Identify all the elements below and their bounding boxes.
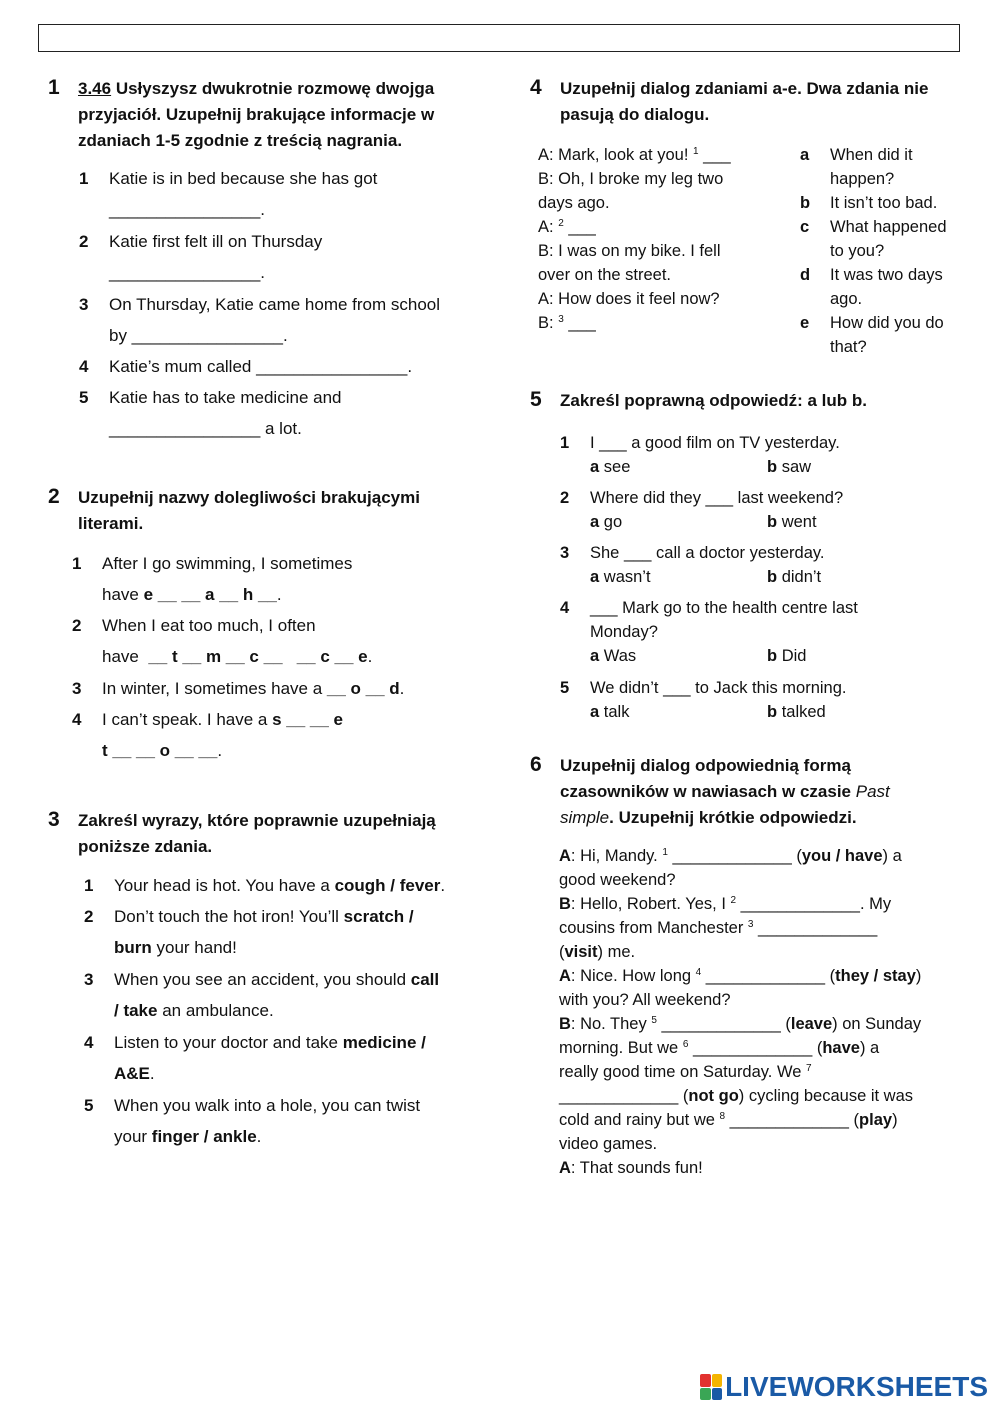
answer-blank[interactable]: _____________ ( <box>725 1111 860 1129</box>
option-text: go <box>603 513 623 531</box>
item-number: 5 <box>79 388 89 407</box>
option-letter: b <box>767 703 778 721</box>
item-text: your hand! <box>151 938 237 957</box>
dialog-line <box>559 940 979 964</box>
punct: . <box>276 585 282 604</box>
item-text <box>114 964 439 995</box>
gap-number: 6 <box>682 1039 689 1050</box>
gap-number: 2 <box>558 218 564 229</box>
item-text <box>102 641 372 672</box>
word-choice[interactable]: scratch / <box>343 907 414 926</box>
dialog-line <box>538 143 778 167</box>
item-number: 3 <box>560 544 570 562</box>
verb-prompt: leave <box>790 1015 833 1033</box>
answer-blank[interactable]: _____________ <box>753 919 878 937</box>
option-b[interactable] <box>767 510 817 534</box>
exercise-number: 2 <box>48 485 60 508</box>
item-text: Katie has to take medicine and <box>109 388 342 407</box>
speaker: B <box>559 1015 571 1033</box>
option-text <box>830 311 980 359</box>
item-text <box>114 1090 420 1121</box>
answer-blank[interactable]: _____________ ( <box>688 1039 823 1057</box>
speaker: A <box>559 967 571 985</box>
logo-tile <box>700 1374 711 1387</box>
exercise-number: 4 <box>530 76 542 99</box>
item-number: 3 <box>72 679 82 698</box>
letter-gaps[interactable]: t __ __ o __ __ <box>102 741 218 760</box>
item-text: When I eat too much, I often <box>102 616 316 635</box>
item-text <box>114 932 237 963</box>
answer-blank[interactable]: ________________ a lot. <box>109 419 302 438</box>
item-number: 4 <box>72 710 82 729</box>
option-text: talked <box>781 703 826 721</box>
dialog-text: ) <box>892 1111 898 1129</box>
option-b[interactable] <box>767 565 821 589</box>
item-text: In winter, I sometimes have a <box>102 679 327 698</box>
item-text <box>114 995 274 1026</box>
liveworksheets-logo <box>700 1371 988 1403</box>
item-number: 1 <box>79 169 89 188</box>
punct: . <box>440 876 446 895</box>
option-letter: d <box>800 266 811 284</box>
exercise-number: 6 <box>530 753 542 776</box>
speaker: B <box>538 242 550 260</box>
dialog-text: : <box>549 314 559 332</box>
dialog-line <box>559 844 979 868</box>
dialog-line <box>559 1060 979 1084</box>
question-text: We didn’t ___ to Jack this morning. <box>590 679 847 697</box>
option-text: Was <box>603 647 637 665</box>
dialog-text: ) on Sunday <box>832 1015 922 1033</box>
option-letter: e <box>800 314 810 332</box>
letter-gaps: s __ __ e <box>272 710 344 729</box>
option-letter: b <box>767 458 778 476</box>
option-line: What happened <box>830 218 947 236</box>
item-text <box>102 704 343 735</box>
item-text: have <box>102 647 149 666</box>
dialog-line <box>559 916 979 940</box>
item-number: 5 <box>560 679 570 697</box>
gap-number: 1 <box>693 146 699 157</box>
dialog-text: really good time on Saturday. We <box>559 1063 807 1081</box>
option-letter: a <box>800 146 810 164</box>
option-a[interactable] <box>590 565 651 589</box>
item-text: . <box>149 1064 155 1083</box>
option-text: talk <box>603 703 630 721</box>
option-b[interactable] <box>767 700 826 724</box>
gap-number: 7 <box>806 1063 812 1074</box>
option-letter: b <box>767 513 778 531</box>
item-text: . <box>256 1127 262 1146</box>
dialog-text: ) cycling because it was <box>738 1087 914 1105</box>
gap-number: 3 <box>747 919 754 930</box>
dialog-text: ) a <box>859 1039 880 1057</box>
option-line: It was two days <box>830 266 943 284</box>
dialog-line <box>559 988 979 1012</box>
verb-prompt: not go <box>688 1087 739 1105</box>
option-letter: a <box>590 647 600 665</box>
gap-number: 8 <box>719 1111 726 1122</box>
word-choice[interactable]: medicine / <box>342 1033 426 1052</box>
speaker: B <box>538 170 550 188</box>
item-text <box>102 548 352 579</box>
logo-text: LIVEWORKSHEETS <box>725 1371 988 1402</box>
dialog-text: good weekend? <box>559 871 676 889</box>
speaker: B <box>538 314 550 332</box>
dialog-line <box>538 263 778 287</box>
dialog-text: : How does it feel now? <box>549 290 720 308</box>
answer-blank[interactable]: ___ <box>563 218 596 236</box>
exercise-instruction: 3.46 Usłyszysz dwukrotnie rozmowę dwojga przyjaciół. Uzupełnij brakujące informacje w zdaniach 1-5 zgodnie z treścią nagrania. <box>78 79 435 150</box>
answer-blank[interactable]: ___ <box>563 314 596 332</box>
answer-blank[interactable]: ___ <box>698 146 731 164</box>
item-text <box>102 610 316 641</box>
option-line: that? <box>830 338 867 356</box>
option-a[interactable] <box>590 510 622 534</box>
option-text <box>830 263 980 311</box>
exercise-number: 1 <box>48 76 60 99</box>
dialog-line <box>538 311 778 335</box>
dialog-text: : I was on my bike. I fell <box>549 242 721 260</box>
dialog-line <box>538 191 778 215</box>
item-text <box>114 1058 155 1089</box>
exercise-instruction: Uzupełnij dialog zdaniami a-e. Dwa zdania nie pasują do dialogu. <box>560 79 929 124</box>
option-letter: a <box>590 703 600 721</box>
logo-tile <box>712 1374 723 1387</box>
item-text: Your head is hot. You have a <box>114 876 335 895</box>
speaker: A <box>538 290 550 308</box>
option-letter: b <box>767 568 778 586</box>
option-line: happen? <box>830 170 895 188</box>
option-letter: a <box>590 513 600 531</box>
answer-blank[interactable]: ________________. <box>109 200 265 219</box>
item-number: 2 <box>84 907 94 926</box>
item-text: your <box>114 1127 152 1146</box>
punct: . <box>399 679 405 698</box>
exercise-number: 5 <box>530 388 542 411</box>
dialog-text: days ago. <box>538 194 610 212</box>
dialog-text: : Nice. How long <box>570 967 696 985</box>
item-number: 1 <box>560 434 570 452</box>
logo-icon <box>700 1374 722 1400</box>
option-line: ago. <box>830 290 863 308</box>
item-number: 4 <box>560 599 570 617</box>
verb-prompt: have <box>822 1039 860 1057</box>
option-item <box>800 143 980 191</box>
word-choice[interactable]: call <box>410 970 440 989</box>
item-number: 4 <box>84 1033 94 1052</box>
option-text <box>830 143 980 191</box>
speaker: A <box>538 146 550 164</box>
item-text: I can’t speak. I have a <box>102 710 273 729</box>
dialog-text: cousins from Manchester <box>559 919 748 937</box>
option-b[interactable] <box>767 644 806 668</box>
logo-tile <box>700 1388 711 1401</box>
option-letter: a <box>590 458 600 476</box>
gap-number: 2 <box>730 895 737 906</box>
item-text <box>114 870 445 901</box>
item-number: 1 <box>84 876 94 895</box>
item-number: 5 <box>84 1096 94 1115</box>
exercise-number: 3 <box>48 808 60 831</box>
verb-prompt: play <box>859 1111 893 1129</box>
item-text <box>102 735 222 766</box>
dialog-line <box>559 1108 979 1132</box>
option-item <box>800 311 980 359</box>
option-text: saw <box>781 458 812 476</box>
item-number: 4 <box>79 357 89 376</box>
item-text <box>114 1121 261 1152</box>
verb-prompt: you / have <box>801 847 883 865</box>
dialog-line <box>559 892 979 916</box>
option-text: went <box>781 513 817 531</box>
word-choice[interactable]: cough / fever <box>334 876 441 895</box>
letter-gaps: __ o __ d <box>326 679 400 698</box>
exercise-instruction: Uzupełnij nazwy dolegliwości brakującymi literami. <box>78 488 420 533</box>
option-a[interactable] <box>590 644 636 668</box>
gap-number: 3 <box>558 314 564 325</box>
letter-gaps[interactable]: __ t __ m __ c __ __ c __ e <box>148 647 368 666</box>
dialog-line <box>559 1156 979 1180</box>
dialog-line <box>559 868 979 892</box>
item-text: Katie is in bed because she has got <box>109 169 378 188</box>
option-text <box>830 191 980 215</box>
option-text: wasn’t <box>603 568 651 586</box>
dialog-text: ) me. <box>597 943 636 961</box>
question-text: Monday? <box>590 623 658 641</box>
logo-tile <box>712 1388 723 1401</box>
dialog-line <box>538 287 778 311</box>
option-item <box>800 191 980 215</box>
option-a[interactable] <box>590 455 630 479</box>
speaker: A <box>538 218 550 236</box>
item-text <box>114 901 414 932</box>
dialog-line <box>538 167 778 191</box>
option-letter: b <box>800 194 811 212</box>
dialog-text: morning. But we <box>559 1039 683 1057</box>
item-number: 3 <box>84 970 94 989</box>
name-field-box[interactable] <box>38 24 960 52</box>
option-text <box>830 215 980 263</box>
question-text: I ___ a good film on TV yesterday. <box>590 434 840 452</box>
dialog-text: with you? All weekend? <box>559 991 731 1009</box>
item-text: have <box>102 585 144 604</box>
dialog-text: : Oh, I broke my leg two <box>549 170 724 188</box>
dialog-text: cold and rainy but we <box>559 1111 720 1129</box>
dialog-line <box>559 1036 979 1060</box>
item-number: 2 <box>79 232 89 251</box>
option-line: When did it <box>830 146 913 164</box>
gap-number: 4 <box>695 967 702 978</box>
speaker: A <box>559 847 571 865</box>
word-choice[interactable]: burn <box>114 938 152 957</box>
option-line: How did you do <box>830 314 944 332</box>
verb-prompt: visit <box>564 943 598 961</box>
dialog-line <box>538 239 778 263</box>
item-text: Don’t touch the hot iron! You’ll <box>114 907 344 926</box>
dialog-text: ) <box>915 967 922 985</box>
question-text: ___ Mark go to the health centre last <box>590 599 858 617</box>
dialog-text: : Hello, Robert. Yes, I <box>570 895 731 913</box>
dialog-text: over on the street. <box>538 266 671 284</box>
verb-prompt: they / stay <box>835 967 916 985</box>
gap-number: 5 <box>651 1015 657 1026</box>
question-text: Where did they ___ last weekend? <box>590 489 844 507</box>
option-letter: c <box>800 218 810 236</box>
dialog-text: ( <box>559 943 565 961</box>
item-text: When you walk into a hole, you can twist <box>114 1096 421 1115</box>
punct: . <box>217 741 223 760</box>
gap-number: 1 <box>662 847 668 858</box>
punct: . <box>367 647 373 666</box>
item-text: Listen to your doctor and take <box>114 1033 343 1052</box>
answer-blank[interactable]: _____________. My <box>736 895 892 913</box>
option-letter: b <box>767 647 778 665</box>
word-choice[interactable]: finger / ankle <box>151 1127 257 1146</box>
item-text: Katie’s mum called ________________. <box>109 357 413 376</box>
option-line: It isn’t too bad. <box>830 194 938 212</box>
item-text <box>102 579 282 610</box>
item-text: an ambulance. <box>157 1001 274 1020</box>
dialog-text: : No. They <box>570 1015 652 1033</box>
answer-blank[interactable]: _____________ ( <box>656 1015 791 1033</box>
item-text <box>114 1027 426 1058</box>
answer-blank[interactable]: by ________________. <box>109 326 288 345</box>
item-number: 2 <box>560 489 570 507</box>
speaker: A <box>559 1159 571 1177</box>
option-text: Did <box>781 647 807 665</box>
dialog-text: : <box>549 218 559 236</box>
item-text: When you see an accident, you should <box>114 970 411 989</box>
option-b[interactable] <box>767 455 811 479</box>
dialog-line <box>559 1012 979 1036</box>
dialog-text: ) a <box>882 847 902 865</box>
speaker: B <box>559 895 571 913</box>
dialog-text: : Hi, Mandy. <box>570 847 663 865</box>
letter-gaps[interactable]: e __ __ a __ h __ <box>143 585 277 604</box>
dialog-line <box>559 1132 979 1156</box>
exercise-instruction: Uzupełnij dialog odpowiednią formą czasowników w nawiasach w czasie Past simple. Uzupełnij krótkie odpowiedzi. <box>560 756 890 827</box>
item-text <box>102 673 404 704</box>
word-choice[interactable]: / take <box>114 1001 158 1020</box>
dialog-text: video games. <box>559 1135 658 1153</box>
option-item <box>800 263 980 311</box>
answer-blank[interactable]: _____________ ( <box>559 1087 689 1105</box>
answer-blank[interactable]: _____________ ( <box>701 967 836 985</box>
option-text: didn’t <box>781 568 822 586</box>
option-a[interactable] <box>590 700 629 724</box>
item-text: On Thursday, Katie came home from school <box>109 295 441 314</box>
dialog-text: : That sounds fun! <box>570 1159 703 1177</box>
item-number: 3 <box>79 295 89 314</box>
answer-blank[interactable]: ________________. <box>109 263 265 282</box>
item-text: After I go swimming, I sometimes <box>102 554 353 573</box>
option-text: see <box>603 458 631 476</box>
option-line: to you? <box>830 242 885 260</box>
exercise-instruction: Zakreśl poprawną odpowiedź: a lub b. <box>560 391 867 410</box>
item-number: 2 <box>72 616 82 635</box>
audio-track-ref[interactable]: 3.46 <box>78 79 112 98</box>
dialog-line <box>538 215 778 239</box>
option-letter: a <box>590 568 600 586</box>
item-text: Katie first felt ill on Thursday <box>109 232 323 251</box>
exercise-instruction: Zakreśl wyrazy, które poprawnie uzupełniają poniższe zdania. <box>78 811 436 856</box>
dialog-line <box>559 964 979 988</box>
answer-blank[interactable]: _____________ ( <box>667 847 802 865</box>
option-item <box>800 215 980 263</box>
dialog-text: : Mark, look at you! <box>549 146 693 164</box>
dialog-line <box>559 1084 979 1108</box>
item-number: 1 <box>72 554 82 573</box>
word-choice[interactable]: A&E <box>114 1064 150 1083</box>
question-text: She ___ call a doctor yesterday. <box>590 544 825 562</box>
